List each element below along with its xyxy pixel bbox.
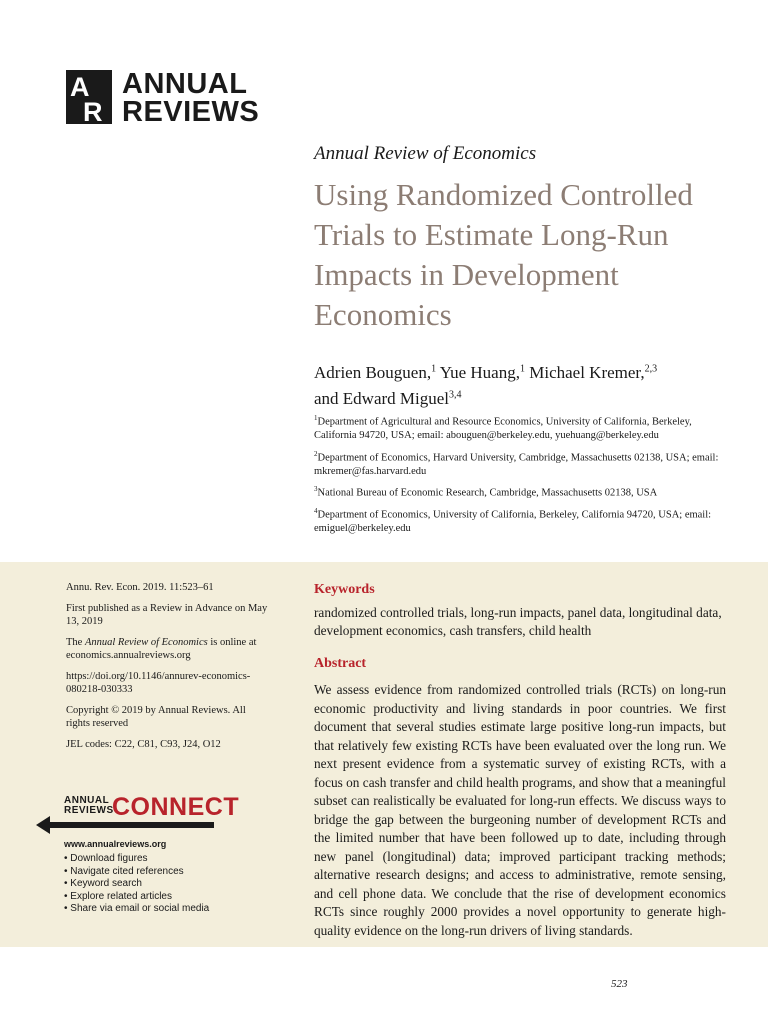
doi-link[interactable]: https://doi.org/10.1146/annurev-economics-080218-030333 bbox=[66, 671, 251, 695]
affiliation: $^4$Department of Economics, University of California, Berkeley, California 94720, USA; email: emiguel@berkeley.edu bbox=[314, 507, 712, 534]
list-item: • Explore related articles bbox=[64, 891, 209, 904]
affiliation: $^1$Department of Agricultural and Resource Economics, University of California, Berkeley, California 94720, USA; email: abouguen@berkeley.edu, yuehuang@berkeley.edu bbox=[314, 414, 692, 441]
author: and Edward Miguel$^{3,4}$ bbox=[314, 389, 462, 409]
author: Yue Huang,$^1$ bbox=[439, 362, 525, 382]
list-item: • Keyword search bbox=[64, 878, 209, 891]
citation: Annu. Rev. Econ. 2019. 11:523–61 bbox=[66, 582, 214, 593]
connect-brand: ANNUAL REVIEWS bbox=[64, 795, 114, 816]
author: Adrien Bouguen,$^1$ bbox=[314, 362, 437, 382]
svg-text:A: A bbox=[70, 72, 90, 102]
list-item: • Share via email or social media bbox=[64, 903, 209, 916]
arrow-left-icon bbox=[36, 816, 214, 834]
page-number: 523 bbox=[611, 978, 628, 990]
journal-name: Annual Review of Economics bbox=[314, 143, 537, 164]
affiliation: $^2$Department of Economics, Harvard University, Cambridge, Massachusetts 02138, USA; email: mkremer@fas.harvard.edu bbox=[314, 449, 719, 477]
article-info-sidebar bbox=[66, 581, 271, 759]
abstract-heading: Abstract bbox=[314, 656, 367, 671]
abstract-text: We assess evidence from randomized controlled trials (RCTs) on long-run economic productivity and living standards in poor countries. We first document that several studies estimate large positive long-run impacts, but that relatively few existing RCTs have been evaluated over the long run. We next present evidence from a systematic survey of existing RCTs, with a focus on cash transfer and child health programs, and show that a meaningful subset can realistically be evaluated for long-run effects. We discuss ways to bridge the gap between the burgeoning number of development RCTs and the limited number that have been followed up to date, including through new panel (longitudinal) data; improved participant tracking methods; alternative research designs; and access to administrative, remote sensing, and cell phone data. We conclude that the rise of development economics RCTs since roughly 2000 provides a novel opportunity to generate high-quality evidence on the long-run drivers of living standards. bbox=[314, 682, 726, 938]
list-item: • Download figures bbox=[64, 853, 209, 866]
list-item: • Navigate cited references bbox=[64, 866, 209, 879]
article-title: Using Randomized Controlled Trials to Estimate Long-Run Impacts in Development Economics bbox=[314, 177, 693, 332]
publisher-name: ANNUAL REVIEWS bbox=[122, 68, 260, 128]
connect-features bbox=[64, 853, 209, 916]
connect-word: CONNECT bbox=[112, 793, 240, 821]
connect-url[interactable]: www.annualreviews.org bbox=[64, 839, 167, 849]
online-note: The Annual Review of Economics is online at economics.annualreviews.org bbox=[66, 637, 257, 661]
jel-codes: JEL codes: C22, C81, C93, J24, O12 bbox=[66, 739, 221, 750]
keywords-text: randomized controlled trials, long-run impacts, panel data, longitudinal data, development economics, cash transfers, child health bbox=[314, 605, 722, 638]
author-list bbox=[314, 357, 754, 410]
ar-logo-icon bbox=[66, 70, 112, 124]
svg-text:R: R bbox=[83, 97, 103, 124]
author: Michael Kremer,$^{2,3}$ bbox=[529, 362, 658, 382]
first-published: First published as a Review in Advance on May 13, 2019 bbox=[66, 603, 268, 627]
copyright: Copyright © 2019 by Annual Reviews. All rights reserved bbox=[66, 705, 246, 729]
keywords-heading: Keywords bbox=[314, 582, 375, 597]
affiliations bbox=[314, 412, 724, 541]
affiliation: $^3$National Bureau of Economic Research, Cambridge, Massachusetts 02138, USA bbox=[314, 485, 658, 499]
annual-reviews-logo bbox=[66, 70, 266, 126]
annual-reviews-connect bbox=[36, 793, 240, 936]
